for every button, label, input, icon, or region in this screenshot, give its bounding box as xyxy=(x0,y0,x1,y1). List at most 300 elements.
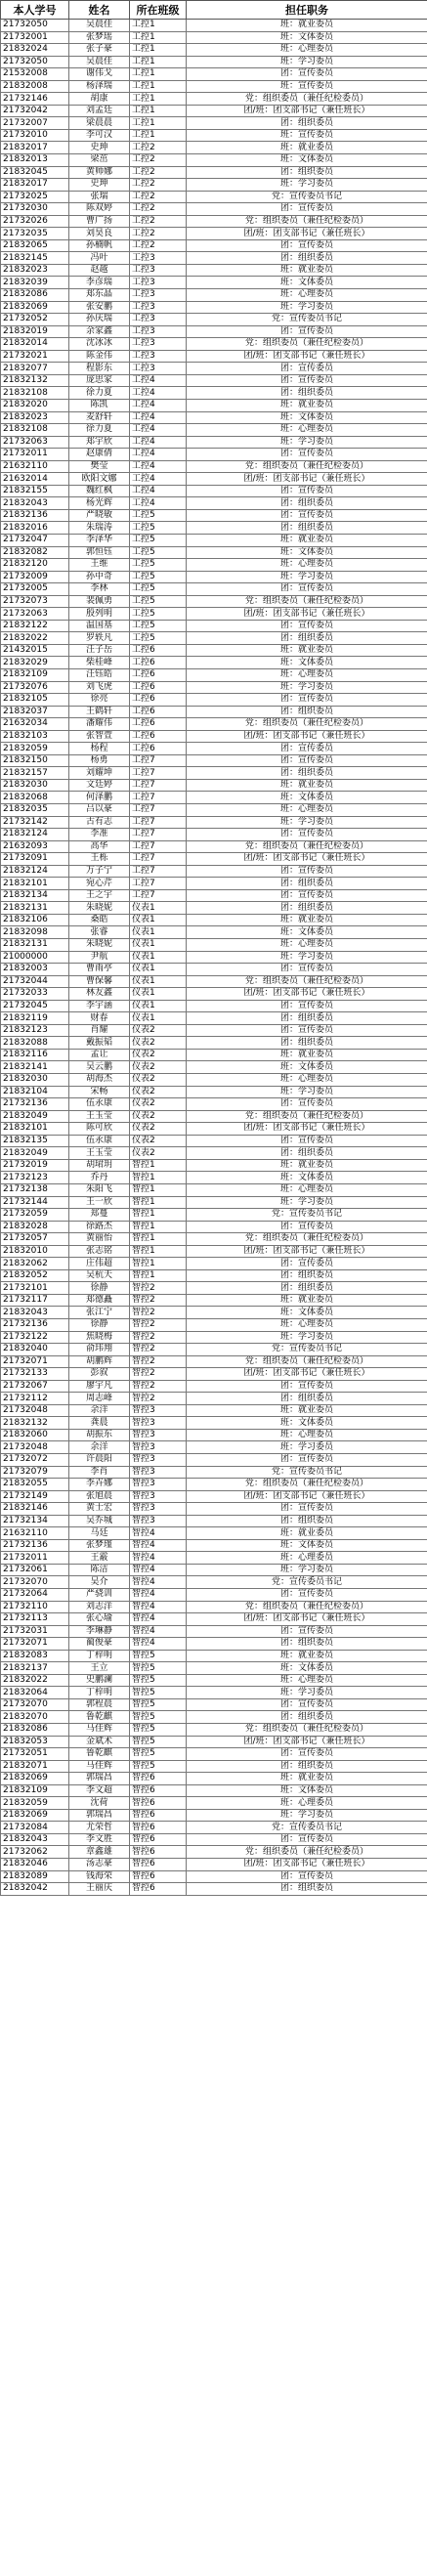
role-cell: 党：组织委员（兼任纪检委员） xyxy=(187,1846,427,1859)
student-id-cell: 21832132 xyxy=(1,374,69,387)
name-cell: 郭程晨 xyxy=(69,1698,130,1711)
table-row xyxy=(1,68,427,81)
table-row xyxy=(1,1417,427,1430)
student-id-cell: 21732072 xyxy=(1,1453,69,1466)
table-row xyxy=(1,1086,427,1098)
name-cell: 郑德矗 xyxy=(69,1294,130,1307)
role-cell: 班：学习委员 xyxy=(187,179,427,192)
student-id-cell: 21632110 xyxy=(1,460,69,473)
role-cell: 班：心理委员 xyxy=(187,44,427,57)
class-cell: 工控7 xyxy=(130,865,187,878)
class-cell: 仪表2 xyxy=(130,1147,187,1160)
role-cell: 团：宣传委员 xyxy=(187,374,427,387)
name-cell: 陈凯 xyxy=(69,399,130,411)
student-id-cell: 21832046 xyxy=(1,1859,69,1871)
student-id-cell: 21832069 xyxy=(1,1809,69,1822)
student-id-cell: 21732101 xyxy=(1,1282,69,1295)
class-cell: 智控3 xyxy=(130,1503,187,1516)
role-cell: 团：宣传委员 xyxy=(187,1380,427,1393)
role-cell: 团：宣传委员 xyxy=(187,1698,427,1711)
table-row xyxy=(1,1650,427,1662)
role-cell: 班：文体委员 xyxy=(187,792,427,804)
table-row xyxy=(1,1294,427,1307)
table-row xyxy=(1,142,427,154)
student-id-cell: 21832059 xyxy=(1,743,69,755)
name-cell: 曹保馨 xyxy=(69,975,130,988)
student-id-cell: 21832101 xyxy=(1,1123,69,1136)
name-cell: 王玉莹 xyxy=(69,1147,130,1160)
name-cell: 焦晓梅 xyxy=(69,1331,130,1344)
roster-body xyxy=(1,20,427,1896)
student-id-cell: 21732138 xyxy=(1,1183,69,1196)
table-row xyxy=(1,1110,427,1123)
class-cell: 智控5 xyxy=(130,1760,187,1773)
student-id-cell: 21732071 xyxy=(1,1355,69,1368)
student-id-cell: 21832053 xyxy=(1,1736,69,1748)
name-cell: 杨光辉 xyxy=(69,497,130,510)
table-row xyxy=(1,1698,427,1711)
role-cell: 团：组织委员 xyxy=(187,767,427,780)
name-cell: 郭瑞昌 xyxy=(69,1773,130,1785)
student-id-cell: 21832086 xyxy=(1,1724,69,1737)
table-row xyxy=(1,363,427,375)
table-row xyxy=(1,1687,427,1699)
class-cell: 智控4 xyxy=(130,1576,187,1589)
role-cell: 班：学习委员 xyxy=(187,1564,427,1576)
name-cell: 朱晓妮 xyxy=(69,902,130,915)
student-id-cell: 21732059 xyxy=(1,1209,69,1222)
role-cell: 班：宣传委员 xyxy=(187,129,427,142)
class-cell: 智控1 xyxy=(130,1221,187,1233)
class-cell: 工控4 xyxy=(130,387,187,400)
name-cell: 徐路杰 xyxy=(69,1221,130,1233)
class-cell: 工控2 xyxy=(130,166,187,179)
student-id-cell: 21732007 xyxy=(1,117,69,130)
role-cell: 班：就业委员 xyxy=(187,914,427,926)
name-cell: 黄丽怡 xyxy=(69,1233,130,1246)
table-row xyxy=(1,179,427,192)
role-cell: 团/班：团支部书记（兼任班长） xyxy=(187,608,427,621)
table-row xyxy=(1,1441,427,1454)
class-cell: 智控5 xyxy=(130,1674,187,1687)
student-id-cell: 21832132 xyxy=(1,1417,69,1430)
role-cell: 团/班：团支部书记（兼任班长） xyxy=(187,350,427,363)
role-cell: 班：心理委员 xyxy=(187,668,427,681)
name-cell: 丁梓明 xyxy=(69,1687,130,1699)
table-row xyxy=(1,228,427,240)
class-cell: 工控1 xyxy=(130,56,187,68)
class-cell: 智控1 xyxy=(130,1159,187,1172)
role-cell: 团/班：团支部书记（兼任班长） xyxy=(187,1368,427,1381)
student-id-cell: 21732079 xyxy=(1,1466,69,1479)
class-cell: 智控5 xyxy=(130,1650,187,1662)
role-cell: 班：学习委员 xyxy=(187,436,427,449)
role-cell: 团/班：团支部书记（兼任班长） xyxy=(187,1245,427,1258)
role-cell: 班：心理委员 xyxy=(187,1674,427,1687)
student-id-cell: 21832022 xyxy=(1,632,69,645)
student-id-cell: 21832150 xyxy=(1,754,69,767)
class-cell: 智控1 xyxy=(130,1269,187,1282)
class-cell: 工控7 xyxy=(130,853,187,866)
class-cell: 智控5 xyxy=(130,1736,187,1748)
class-cell: 智控2 xyxy=(130,1355,187,1368)
class-cell: 智控2 xyxy=(130,1380,187,1393)
class-cell: 智控1 xyxy=(130,1245,187,1258)
student-id-cell: 21832120 xyxy=(1,559,69,572)
name-cell: 刘耀坤 xyxy=(69,767,130,780)
role-cell: 班：学习委员 xyxy=(187,951,427,964)
table-row xyxy=(1,571,427,583)
name-cell: 胡海杰 xyxy=(69,1074,130,1087)
student-id-cell: 21832030 xyxy=(1,779,69,792)
class-cell: 智控5 xyxy=(130,1687,187,1699)
name-cell: 宛心芹 xyxy=(69,878,130,890)
name-cell: 钱海荣 xyxy=(69,1870,130,1883)
role-cell: 团：宣传委员 xyxy=(187,1221,427,1233)
name-cell: 李卉娜 xyxy=(69,1479,130,1491)
role-cell: 班：就业委员 xyxy=(187,1404,427,1417)
role-cell: 团：宣传委员 xyxy=(187,485,427,497)
table-row xyxy=(1,1368,427,1381)
table-row xyxy=(1,668,427,681)
table-row xyxy=(1,657,427,669)
table-row xyxy=(1,509,427,522)
role-cell: 班：就业委员 xyxy=(187,534,427,546)
class-cell: 工控1 xyxy=(130,20,187,32)
class-cell: 工控7 xyxy=(130,767,187,780)
class-cell: 工控5 xyxy=(130,546,187,559)
student-id-cell: 21832037 xyxy=(1,706,69,718)
class-cell: 工控3 xyxy=(130,338,187,351)
name-cell: 吴晨佳 xyxy=(69,56,130,68)
student-id-cell: 21832108 xyxy=(1,387,69,400)
name-cell: 严晓敏 xyxy=(69,509,130,522)
name-cell: 张旭晨 xyxy=(69,1490,130,1503)
class-cell: 智控4 xyxy=(130,1601,187,1613)
table-row xyxy=(1,853,427,866)
class-cell: 智控6 xyxy=(130,1773,187,1785)
student-id-cell: 21732136 xyxy=(1,1098,69,1111)
class-cell: 仪表1 xyxy=(130,914,187,926)
table-row xyxy=(1,1859,427,1871)
student-id-cell: 21832109 xyxy=(1,668,69,681)
table-row xyxy=(1,1037,427,1050)
name-cell: 吕以豪 xyxy=(69,804,130,817)
name-cell: 杨勇 xyxy=(69,754,130,767)
class-cell: 智控1 xyxy=(130,1172,187,1184)
role-cell: 团/班：团支部书记（兼任班长） xyxy=(187,988,427,1001)
student-id-cell: 21732084 xyxy=(1,1822,69,1834)
student-id-cell: 21832023 xyxy=(1,264,69,277)
table-row xyxy=(1,1098,427,1111)
table-row xyxy=(1,301,427,314)
class-cell: 工控6 xyxy=(130,657,187,669)
student-id-cell: 21732021 xyxy=(1,350,69,363)
class-cell: 智控6 xyxy=(130,1883,187,1896)
class-cell: 工控5 xyxy=(130,522,187,535)
table-row xyxy=(1,754,427,767)
name-cell: 余洋 xyxy=(69,1404,130,1417)
role-cell: 班：心理委员 xyxy=(187,939,427,952)
role-cell: 班：心理委员 xyxy=(187,1318,427,1331)
role-cell: 党：宣传委员书记 xyxy=(187,1576,427,1589)
class-cell: 智控6 xyxy=(130,1822,187,1834)
class-cell: 工控5 xyxy=(130,509,187,522)
name-cell: 李准 xyxy=(69,829,130,841)
role-cell: 团：组织委员 xyxy=(187,497,427,510)
role-cell: 班：文体委员 xyxy=(187,1784,427,1797)
table-row xyxy=(1,595,427,608)
table-row xyxy=(1,608,427,621)
class-cell: 智控6 xyxy=(130,1784,187,1797)
role-cell: 团：宣传委员 xyxy=(187,889,427,902)
table-row xyxy=(1,1479,427,1491)
student-id-cell: 21732062 xyxy=(1,1846,69,1859)
role-cell: 班：文体委员 xyxy=(187,31,427,44)
name-cell: 吴乔城 xyxy=(69,1515,130,1527)
table-row xyxy=(1,1209,427,1222)
student-id-cell: 21832124 xyxy=(1,829,69,841)
class-cell: 智控3 xyxy=(130,1466,187,1479)
role-cell: 团：组织委员 xyxy=(187,1012,427,1025)
student-id-cell: 21832135 xyxy=(1,1135,69,1147)
role-cell: 党：宣传委员书记 xyxy=(187,314,427,326)
name-cell: 李文超 xyxy=(69,1784,130,1797)
class-cell: 仪表2 xyxy=(130,1110,187,1123)
class-cell: 工控3 xyxy=(130,363,187,375)
table-row xyxy=(1,1784,427,1797)
name-cell: 庄伟超 xyxy=(69,1258,130,1270)
class-cell: 仪表1 xyxy=(130,902,187,915)
table-row xyxy=(1,730,427,743)
student-id-cell: 21832062 xyxy=(1,1258,69,1270)
role-cell: 班：宣传委员 xyxy=(187,80,427,93)
role-cell: 班：就业委员 xyxy=(187,779,427,792)
name-cell: 王玉莹 xyxy=(69,1110,130,1123)
class-cell: 工控7 xyxy=(130,816,187,829)
class-cell: 工控3 xyxy=(130,350,187,363)
class-cell: 工控3 xyxy=(130,301,187,314)
table-row xyxy=(1,44,427,57)
name-cell: 俞玮翔 xyxy=(69,1344,130,1356)
table-row xyxy=(1,1221,427,1233)
role-cell: 班：文体委员 xyxy=(187,154,427,167)
role-cell: 班：心理委员 xyxy=(187,1183,427,1196)
role-cell: 班：学习委员 xyxy=(187,571,427,583)
student-id-cell: 21732030 xyxy=(1,203,69,216)
student-id-cell: 21432015 xyxy=(1,644,69,657)
class-cell: 智控2 xyxy=(130,1368,187,1381)
class-cell: 工控5 xyxy=(130,608,187,621)
name-cell: 许晨阳 xyxy=(69,1453,130,1466)
class-cell: 工控7 xyxy=(130,804,187,817)
student-id-cell: 21832119 xyxy=(1,1012,69,1025)
student-id-cell: 21832043 xyxy=(1,1833,69,1846)
class-cell: 工控7 xyxy=(130,792,187,804)
table-row xyxy=(1,56,427,68)
name-cell: 吴介 xyxy=(69,1576,130,1589)
student-id-cell: 21732010 xyxy=(1,129,69,142)
role-cell: 党：宣传委员书记 xyxy=(187,191,427,203)
student-id-cell: 21832131 xyxy=(1,939,69,952)
student-id-cell: 21732146 xyxy=(1,93,69,106)
role-cell: 团：宣传委员 xyxy=(187,203,427,216)
table-row xyxy=(1,264,427,277)
role-cell: 团：组织委员 xyxy=(187,522,427,535)
role-cell: 团：组织委员 xyxy=(187,1883,427,1896)
table-row xyxy=(1,840,427,853)
table-row xyxy=(1,1393,427,1405)
class-cell: 工控5 xyxy=(130,559,187,572)
table-row xyxy=(1,1269,427,1282)
role-cell: 团：组织委员 xyxy=(187,252,427,265)
student-id-cell: 21732091 xyxy=(1,853,69,866)
class-cell: 工控4 xyxy=(130,497,187,510)
table-row xyxy=(1,1638,427,1651)
table-row xyxy=(1,424,427,437)
name-cell: 刘孟廷 xyxy=(69,105,130,117)
name-cell: 郑蔓 xyxy=(69,1209,130,1222)
role-cell: 班：文体委员 xyxy=(187,1539,427,1552)
role-cell: 班：就业委员 xyxy=(187,1773,427,1785)
student-id-cell: 21832060 xyxy=(1,1429,69,1441)
role-cell: 团/班：团支部书记（兼任班长） xyxy=(187,1859,427,1871)
name-cell: 冯叶 xyxy=(69,252,130,265)
class-cell: 智控2 xyxy=(130,1307,187,1319)
class-cell: 工控5 xyxy=(130,595,187,608)
name-cell: 金斌术 xyxy=(69,1736,130,1748)
name-cell: 吴杭天 xyxy=(69,1269,130,1282)
student-id-cell: 21832086 xyxy=(1,289,69,302)
name-cell: 刘飞虎 xyxy=(69,681,130,694)
role-cell: 团/班：团支部书记（兼任班长） xyxy=(187,1613,427,1626)
role-cell: 团：宣传委员 xyxy=(187,1625,427,1638)
class-cell: 仪表2 xyxy=(130,1024,187,1037)
class-cell: 工控7 xyxy=(130,779,187,792)
student-id-cell: 21732026 xyxy=(1,215,69,228)
table-row xyxy=(1,620,427,632)
name-cell: 李宇涵 xyxy=(69,1000,130,1012)
name-cell: 欧阳文娜 xyxy=(69,473,130,486)
class-cell: 智控5 xyxy=(130,1711,187,1724)
student-id-cell: 21832019 xyxy=(1,325,69,338)
table-row xyxy=(1,1760,427,1773)
student-id-cell: 21732070 xyxy=(1,1576,69,1589)
role-cell: 班：学习委员 xyxy=(187,1086,427,1098)
table-row xyxy=(1,1453,427,1466)
student-id-cell: 21732025 xyxy=(1,191,69,203)
student-id-cell: 21732011 xyxy=(1,449,69,461)
student-id-cell: 21832106 xyxy=(1,914,69,926)
student-id-cell: 21832108 xyxy=(1,424,69,437)
table-row xyxy=(1,1822,427,1834)
student-id-cell: 21832068 xyxy=(1,792,69,804)
class-cell: 工控2 xyxy=(130,142,187,154)
table-row xyxy=(1,1429,427,1441)
student-id-cell: 21832141 xyxy=(1,1061,69,1074)
class-cell: 工控2 xyxy=(130,215,187,228)
class-cell: 智控1 xyxy=(130,1196,187,1209)
table-row xyxy=(1,681,427,694)
student-id-cell: 21832082 xyxy=(1,546,69,559)
class-cell: 工控5 xyxy=(130,583,187,596)
table-row xyxy=(1,1074,427,1087)
table-row xyxy=(1,1576,427,1589)
table-row xyxy=(1,129,427,142)
class-cell: 工控2 xyxy=(130,154,187,167)
class-cell: 智控3 xyxy=(130,1515,187,1527)
name-cell: 彭叙 xyxy=(69,1368,130,1381)
student-id-cell: 21732122 xyxy=(1,1331,69,1344)
student-id-cell: 21832155 xyxy=(1,485,69,497)
name-cell: 郑东晶 xyxy=(69,289,130,302)
table-row xyxy=(1,951,427,964)
role-cell: 班：文体委员 xyxy=(187,546,427,559)
table-row xyxy=(1,865,427,878)
student-id-cell: 21000000 xyxy=(1,951,69,964)
table-row xyxy=(1,632,427,645)
role-cell: 团：组织委员 xyxy=(187,117,427,130)
table-row xyxy=(1,1172,427,1184)
role-cell: 团/班：团支部书记（兼任班长） xyxy=(187,1123,427,1136)
name-cell: 李泽华 xyxy=(69,534,130,546)
role-cell: 班：心理委员 xyxy=(187,1074,427,1087)
student-id-cell: 21732057 xyxy=(1,1233,69,1246)
role-cell: 团：宣传委员 xyxy=(187,1833,427,1846)
name-cell: 王丽庆 xyxy=(69,1883,130,1896)
name-cell: 张梦瑾 xyxy=(69,1539,130,1552)
student-id-cell: 21832055 xyxy=(1,1479,69,1491)
table-row xyxy=(1,546,427,559)
role-cell: 班：就业委员 xyxy=(187,644,427,657)
class-cell: 工控5 xyxy=(130,632,187,645)
table-row xyxy=(1,1515,427,1527)
table-row xyxy=(1,252,427,265)
name-cell: 李可汉 xyxy=(69,129,130,142)
role-cell: 团：宣传委员 xyxy=(187,68,427,81)
student-id-cell: 21732051 xyxy=(1,1748,69,1761)
name-cell: 殷列明 xyxy=(69,608,130,621)
role-cell: 团：宣传委员 xyxy=(187,239,427,252)
name-cell: 鲁乾麒 xyxy=(69,1748,130,1761)
class-cell: 工控6 xyxy=(130,694,187,707)
role-cell: 团：组织委员 xyxy=(187,1711,427,1724)
student-id-cell: 21832065 xyxy=(1,239,69,252)
role-cell: 团：组织委员 xyxy=(187,878,427,890)
table-row xyxy=(1,1846,427,1859)
class-cell: 仪表2 xyxy=(130,1037,187,1050)
class-cell: 智控6 xyxy=(130,1870,187,1883)
name-cell: 伍永康 xyxy=(69,1135,130,1147)
name-cell: 王一欣 xyxy=(69,1196,130,1209)
student-id-cell: 21732031 xyxy=(1,1625,69,1638)
name-cell: 赵康倩 xyxy=(69,449,130,461)
class-cell: 智控3 xyxy=(130,1479,187,1491)
name-cell: 马佳辉 xyxy=(69,1724,130,1737)
role-cell: 班：学习委员 xyxy=(187,1809,427,1822)
table-row xyxy=(1,1601,427,1613)
class-cell: 工控6 xyxy=(130,668,187,681)
table-row xyxy=(1,239,427,252)
class-cell: 智控4 xyxy=(130,1589,187,1602)
student-id-cell: 21832123 xyxy=(1,1024,69,1037)
table-row xyxy=(1,1674,427,1687)
student-id-cell: 21832043 xyxy=(1,497,69,510)
role-cell: 党：宣传委员书记 xyxy=(187,1209,427,1222)
class-cell: 工控6 xyxy=(130,718,187,731)
student-id-cell: 21832049 xyxy=(1,1147,69,1160)
student-id-cell: 21632093 xyxy=(1,840,69,853)
